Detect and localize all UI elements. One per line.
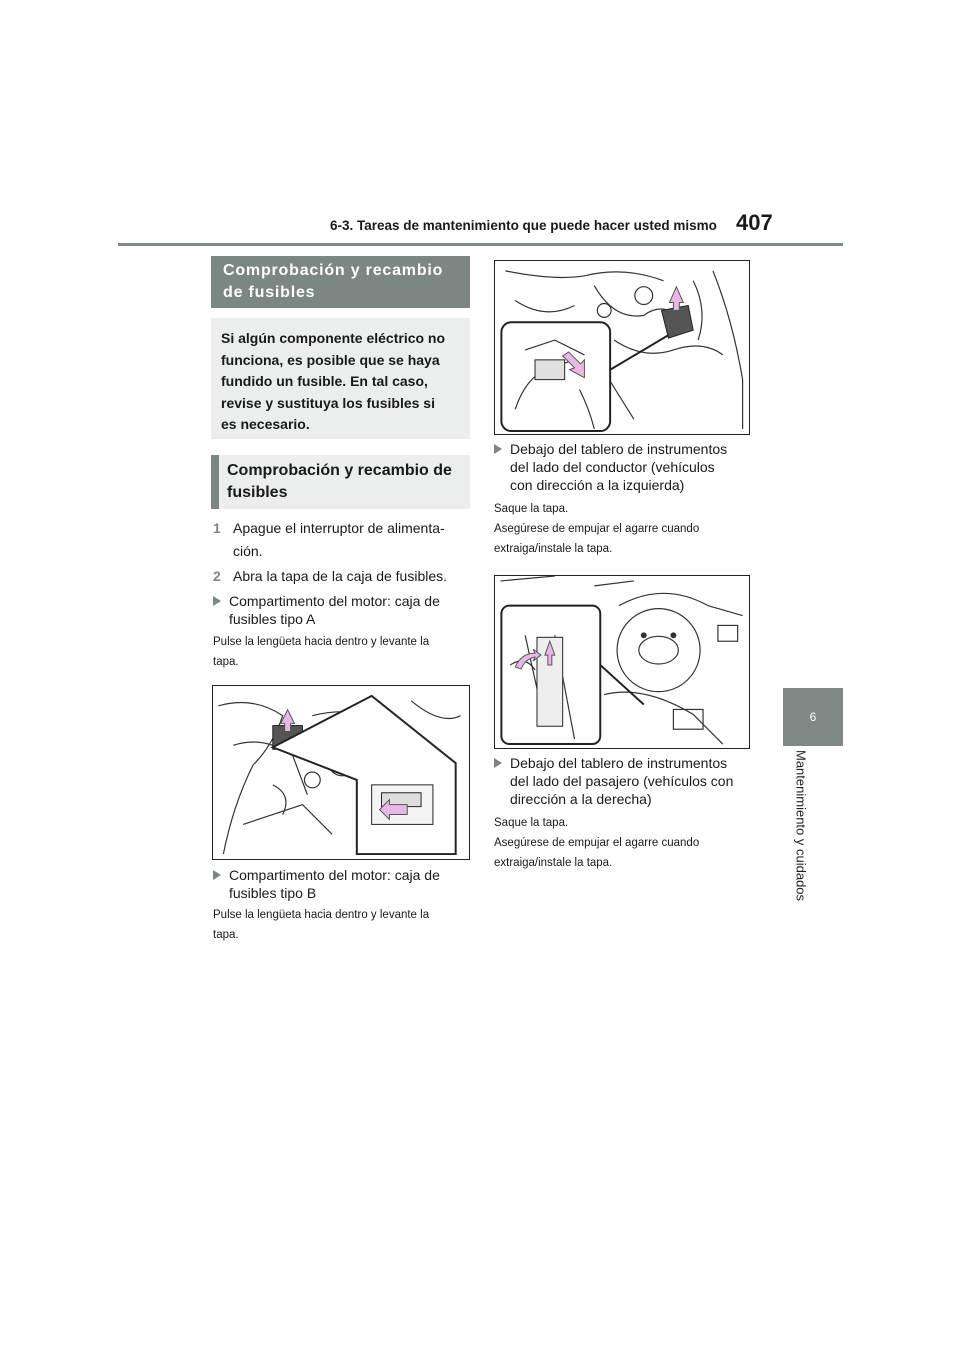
intro-line: es necesario.	[221, 416, 310, 432]
item-b-title: Compartimento del motor: caja de fusibles tipo B	[213, 866, 458, 902]
item-c-title: Debajo del tablero de instrumentos del lado del conductor (vehículos con dirección a la izquierda)	[494, 440, 739, 494]
bullet-triangle-icon	[213, 596, 221, 606]
intro-line: funciona, es posible que se haya	[221, 351, 440, 368]
step-1: 1 Apague el interruptor de alimenta-	[213, 520, 445, 536]
subheading-box: Comprobación y recambio de fusibles	[211, 455, 470, 509]
chapter-tab[interactable]: 6	[783, 688, 843, 746]
item-a-title: Compartimento del motor: caja de fusibles tipo A	[213, 592, 458, 628]
item-d-desc: Saque la tapa. Asegúrese de empujar el agarre cuando extraiga/instale la tapa.	[494, 817, 700, 869]
section-heading-box: Comprobación y recambio de fusibles	[211, 256, 470, 308]
item-c-desc: Saque la tapa. Asegúrese de empujar el agarre cuando extraiga/instale la tapa.	[494, 503, 700, 555]
figure-dashboard-fuse-box	[494, 575, 750, 749]
engine-compartment-illustration	[213, 686, 469, 859]
bullet-triangle-icon	[494, 444, 502, 454]
section-title: 6-3. Tareas de mantenimiento que puede hacer usted mismo	[330, 218, 717, 233]
bullet-triangle-icon	[213, 870, 221, 880]
item-a-desc: Pulse la lengüeta hacia dentro y levante la tapa.	[213, 636, 430, 668]
page-number: 407	[736, 210, 773, 235]
intro-line: Si algún componente eléctrico no	[221, 330, 446, 346]
bullet-triangle-icon	[494, 758, 502, 768]
step-1-cont: ción.	[233, 543, 263, 559]
figure-engine-fuse-box-b	[494, 260, 750, 435]
header-divider	[118, 243, 843, 246]
dashboard-illustration	[495, 576, 749, 748]
chapter-label: Mantenimiento y cuidados	[793, 750, 809, 902]
intro-box	[211, 318, 470, 439]
intro-line: revise y sustituya los fusibles si	[221, 394, 435, 411]
item-d-title: Debajo del tablero de instrumentos del lado del pasajero (vehículos con dirección a la derecha)	[494, 754, 739, 808]
step-2: 2 Abra la tapa de la caja de fusibles.	[213, 568, 448, 584]
step-number: 2	[213, 568, 221, 584]
step-number: 1	[213, 520, 221, 536]
figure-engine-fuse-box-a	[212, 685, 470, 860]
engine-compartment-illustration	[495, 261, 749, 434]
item-b-desc: Pulse la lengüeta hacia dentro y levante la tapa.	[213, 909, 430, 941]
intro-line: fundido un fusible. En tal caso,	[221, 373, 428, 389]
